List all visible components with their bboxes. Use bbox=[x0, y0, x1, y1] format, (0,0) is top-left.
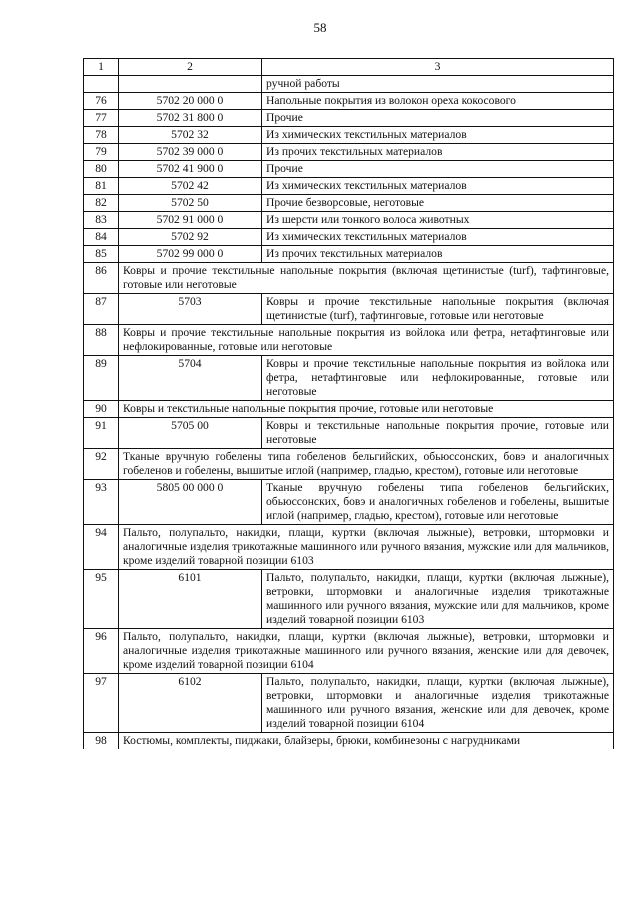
row-number: 85 bbox=[84, 246, 119, 263]
row-number: 89 bbox=[84, 356, 119, 401]
commodity-code: 5702 41 900 0 bbox=[119, 161, 262, 178]
group-heading-cell: Костюмы, комплекты, пиджаки, блайзеры, брюки, комбинезоны с нагрудниками bbox=[119, 733, 614, 750]
commodity-code: 5702 39 000 0 bbox=[119, 144, 262, 161]
table-row bbox=[84, 110, 614, 127]
commodity-description: Из химических текстильных материалов bbox=[262, 178, 614, 195]
commodity-description: Прочие bbox=[262, 161, 614, 178]
table-row bbox=[84, 733, 614, 750]
table-row bbox=[84, 674, 614, 733]
row-number: 76 bbox=[84, 93, 119, 110]
commodity-description: Из шерсти или тонкого волоса животных bbox=[262, 212, 614, 229]
commodity-code: 5702 42 bbox=[119, 178, 262, 195]
commodity-code: 5702 99 000 0 bbox=[119, 246, 262, 263]
goods-table-body bbox=[84, 59, 614, 750]
row-number: 81 bbox=[84, 178, 119, 195]
row-number: 86 bbox=[84, 263, 119, 294]
commodity-code: 6101 bbox=[119, 570, 262, 629]
commodity-description: Из химических текстильных материалов bbox=[262, 229, 614, 246]
row-number: 95 bbox=[84, 570, 119, 629]
table-row bbox=[84, 325, 614, 356]
table-row bbox=[84, 127, 614, 144]
row-number: 77 bbox=[84, 110, 119, 127]
row-number: 88 bbox=[84, 325, 119, 356]
group-heading-cell: Ковры и прочие текстильные напольные покрытия из войлока или фетра, нетафтинговые или нефлокированные, готовые или неготовые bbox=[119, 325, 614, 356]
row-number: 93 bbox=[84, 480, 119, 525]
commodity-code: 6102 bbox=[119, 674, 262, 733]
commodity-description: Из химических текстильных материалов bbox=[262, 127, 614, 144]
commodity-code: 5702 20 000 0 bbox=[119, 93, 262, 110]
table-row bbox=[84, 356, 614, 401]
commodity-code: 5702 91 000 0 bbox=[119, 212, 262, 229]
commodity-description: Напольные покрытия из волокон ореха кокосового bbox=[262, 93, 614, 110]
commodity-description: Тканые вручную гобелены типа гобеленов бельгийских, обьюссонских, бовэ и аналогичных гобеленов и гобелены, вышитые иглой (например, гладью, крестом), готовые или неготовые bbox=[262, 480, 614, 525]
commodity-code: 5702 31 800 0 bbox=[119, 110, 262, 127]
row-number: 91 bbox=[84, 418, 119, 449]
group-heading-cell: Тканые вручную гобелены типа гобеленов бельгийских, обьюссонских, бовэ и аналогичных гобеленов и гобелены, вышитые иглой (например, гладью, крестом), готовые или неготовые bbox=[119, 449, 614, 480]
table-header-row bbox=[84, 59, 614, 76]
goods-table bbox=[83, 58, 614, 749]
row-number: 83 bbox=[84, 212, 119, 229]
row-number: 82 bbox=[84, 195, 119, 212]
commodity-description: Из прочих текстильных материалов bbox=[262, 144, 614, 161]
column-header-2: 2 bbox=[119, 59, 262, 76]
table-row bbox=[84, 178, 614, 195]
commodity-description: Прочие безворсовые, неготовые bbox=[262, 195, 614, 212]
commodity-code: 5704 bbox=[119, 356, 262, 401]
row-number: 97 bbox=[84, 674, 119, 733]
commodity-description: Прочие bbox=[262, 110, 614, 127]
row-number: 90 bbox=[84, 401, 119, 418]
commodity-code: 5705 00 bbox=[119, 418, 262, 449]
commodity-description: Ковры и прочие текстильные напольные покрытия из войлока или фетра, нетафтинговые или нефлокированные, готовые или неготовые bbox=[262, 356, 614, 401]
table-row bbox=[84, 246, 614, 263]
table-row bbox=[84, 263, 614, 294]
group-heading-cell: Пальто, полупальто, накидки, плащи, куртки (включая лыжные), ветровки, штормовки и аналогичные изделия трикотажные машинного или ручного вязания, мужские или для мальчиков, кроме изделий товарной позиции 6103 bbox=[119, 525, 614, 570]
page-number: 58 bbox=[313, 20, 327, 35]
table-row bbox=[84, 93, 614, 110]
commodity-code: 5702 50 bbox=[119, 195, 262, 212]
table-row bbox=[84, 161, 614, 178]
table-row bbox=[84, 418, 614, 449]
table-row bbox=[84, 629, 614, 674]
row-number: 94 bbox=[84, 525, 119, 570]
commodity-code: 5805 00 000 0 bbox=[119, 480, 262, 525]
table-row bbox=[84, 144, 614, 161]
table-row bbox=[84, 294, 614, 325]
commodity-description: Пальто, полупальто, накидки, плащи, куртки (включая лыжные), ветровки, штормовки и аналогичные изделия трикотажные машинного или ручного вязания, женские или для девочек, кроме изделий товарной позиции 6104 bbox=[262, 674, 614, 733]
table-row bbox=[84, 229, 614, 246]
group-heading-cell: Ковры и текстильные напольные покрытия прочие, готовые или неготовые bbox=[119, 401, 614, 418]
commodity-description: Из прочих текстильных материалов bbox=[262, 246, 614, 263]
commodity-description: ручной работы bbox=[262, 76, 614, 93]
table-row bbox=[84, 401, 614, 418]
commodity-description: Ковры и прочие текстильные напольные покрытия (включая щетинистые (turf), тафтинговые, готовые или неготовые bbox=[262, 294, 614, 325]
commodity-description: Пальто, полупальто, накидки, плащи, куртки (включая лыжные), ветровки, штормовки и аналогичные изделия трикотажные машинного или ручного вязания, мужские или для мальчиков, кроме изделий товарной позиции 6103 bbox=[262, 570, 614, 629]
row-number: 87 bbox=[84, 294, 119, 325]
row-number: 80 bbox=[84, 161, 119, 178]
table-row bbox=[84, 570, 614, 629]
table-row bbox=[84, 195, 614, 212]
table-row bbox=[84, 76, 614, 93]
group-heading-cell: Ковры и прочие текстильные напольные покрытия (включая щетинистые (turf), тафтинговые, готовые или неготовые bbox=[119, 263, 614, 294]
commodity-code bbox=[119, 76, 262, 93]
commodity-description: Ковры и текстильные напольные покрытия прочие, готовые или неготовые bbox=[262, 418, 614, 449]
group-heading-cell: Пальто, полупальто, накидки, плащи, куртки (включая лыжные), ветровки, штормовки и аналогичные изделия трикотажные машинного или ручного вязания, женские или для девочек, кроме изделий товарной позиции 6104 bbox=[119, 629, 614, 674]
table-row bbox=[84, 525, 614, 570]
commodity-code: 5702 32 bbox=[119, 127, 262, 144]
table-row bbox=[84, 480, 614, 525]
row-number: 79 bbox=[84, 144, 119, 161]
column-header-1: 1 bbox=[84, 59, 119, 76]
table-row bbox=[84, 212, 614, 229]
row-number: 98 bbox=[84, 733, 119, 750]
row-number: 92 bbox=[84, 449, 119, 480]
row-number bbox=[84, 76, 119, 93]
row-number: 96 bbox=[84, 629, 119, 674]
commodity-code: 5702 92 bbox=[119, 229, 262, 246]
row-number: 78 bbox=[84, 127, 119, 144]
row-number: 84 bbox=[84, 229, 119, 246]
commodity-code: 5703 bbox=[119, 294, 262, 325]
table-row bbox=[84, 449, 614, 480]
column-header-3: 3 bbox=[262, 59, 614, 76]
